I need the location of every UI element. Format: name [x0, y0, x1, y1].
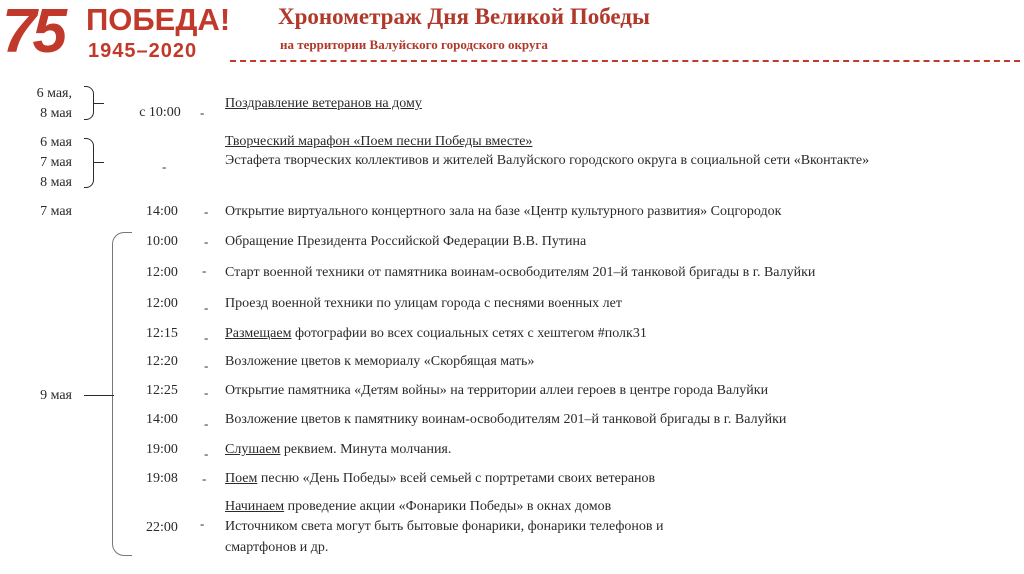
event-time: 12:25	[146, 383, 178, 398]
event-time: 12:15	[146, 326, 178, 341]
event-rest: Возложение цветов к мемориалу «Скорбящая мать»	[225, 354, 535, 369]
bracket	[84, 138, 94, 188]
event-text	[225, 295, 622, 313]
logo-years: 1945–2020	[88, 40, 198, 62]
logo-word: ПОБЕДА!	[86, 2, 231, 37]
page-title: Хронометраж Дня Великой Победы	[278, 4, 650, 29]
event-time: 14:00	[146, 412, 178, 427]
event-text	[225, 498, 611, 516]
event-dash: -	[162, 159, 167, 174]
logo-number: 75	[2, 0, 63, 66]
event-time: с 10:00	[139, 105, 181, 120]
event-text-line2: Источником света могут быть бытовые фонарики, фонарики телефонов и	[225, 519, 664, 534]
event-text	[225, 325, 647, 343]
event-lead: Творческий марафон «Поем песни Победы вместе»	[225, 134, 533, 149]
date-label: 6 мая,	[36, 86, 72, 101]
date-label: 9 мая	[40, 388, 72, 403]
bracket-tick	[94, 162, 104, 163]
event-text-line2: Эстафета творческих коллективов и жителей Валуйского городского округа в социальной сети «Вконтакте»	[225, 153, 870, 168]
event-lead: Размещаем	[225, 326, 292, 341]
event-time: 19:00	[146, 442, 178, 457]
event-dash: -	[200, 516, 205, 531]
event-dash: -	[204, 330, 209, 345]
date-label: 8 мая	[40, 106, 72, 121]
event-time: 12:00	[146, 265, 178, 280]
event-dash: -	[204, 446, 209, 461]
event-dash: -	[204, 234, 209, 249]
event-text	[225, 95, 422, 113]
event-dash: -	[200, 105, 205, 120]
bracket	[112, 232, 132, 556]
event-rest: Возложение цветов к памятнику воинам-освободителям 201–й танковой бригады в г. Валуйки	[225, 412, 787, 427]
event-dash: -	[202, 471, 207, 486]
date-label: 7 мая	[40, 204, 72, 219]
event-rest: Проезд военной техники по улицам города с песнями военных лет	[225, 296, 622, 311]
bracket-tick	[94, 103, 104, 104]
event-text	[225, 264, 815, 282]
event-rest: песню «День Победы» всей семьей с портретами своих ветеранов	[257, 471, 656, 486]
event-text-line3: смартфонов и др.	[225, 540, 329, 555]
event-text	[225, 133, 532, 151]
event-text	[225, 441, 451, 459]
event-time: 12:00	[146, 296, 178, 311]
event-lead: Начинаем	[225, 499, 285, 514]
event-rest: реквием. Минута молчания.	[280, 442, 452, 457]
event-rest: проведение акции «Фонарики Победы» в окнах домов	[284, 499, 612, 514]
event-dash: -	[202, 263, 207, 278]
event-dash: -	[204, 300, 209, 315]
event-rest: фотографии во всех социальных сетях с хештегом #полк31	[291, 326, 647, 341]
event-text	[225, 203, 781, 221]
event-dash: -	[204, 204, 209, 219]
event-time: 12:20	[146, 354, 178, 369]
event-rest: Обращение Президента Российской Федерации В.В. Путина	[225, 234, 587, 249]
event-text	[225, 233, 586, 251]
event-text	[225, 382, 768, 400]
event-rest: Открытие памятника «Детям войны» на территории аллеи героев в центре города Валуйки	[225, 383, 769, 398]
event-text	[225, 470, 655, 488]
event-time: 19:08	[146, 471, 178, 486]
date-label: 7 мая	[40, 155, 72, 170]
event-lead: Слушаем	[225, 442, 281, 457]
event-dash: -	[204, 385, 209, 400]
event-time: 14:00	[146, 204, 178, 219]
bracket-tick	[84, 395, 114, 396]
event-lead: Поем	[225, 471, 258, 486]
bracket	[84, 86, 94, 120]
header-divider	[230, 60, 1020, 62]
event-text	[225, 411, 786, 429]
page-subtitle: на территории Валуйского городского округа	[280, 37, 548, 52]
event-time: 10:00	[146, 234, 178, 249]
event-lead: Поздравление ветеранов на дому	[225, 96, 422, 111]
date-label: 6 мая	[40, 135, 72, 150]
event-dash: -	[204, 416, 209, 431]
event-text	[225, 353, 534, 371]
event-dash: -	[204, 358, 209, 373]
event-time: 22:00	[146, 520, 178, 535]
date-label: 8 мая	[40, 175, 72, 190]
event-rest: Открытие виртуального концертного зала на базе «Центр культурного развития» Соцгородок	[225, 204, 782, 219]
event-rest: Старт военной техники от памятника воинам-освободителям 201–й танковой бригады в г. Валуйки	[225, 265, 816, 280]
logo-75-pobeda	[0, 0, 260, 66]
